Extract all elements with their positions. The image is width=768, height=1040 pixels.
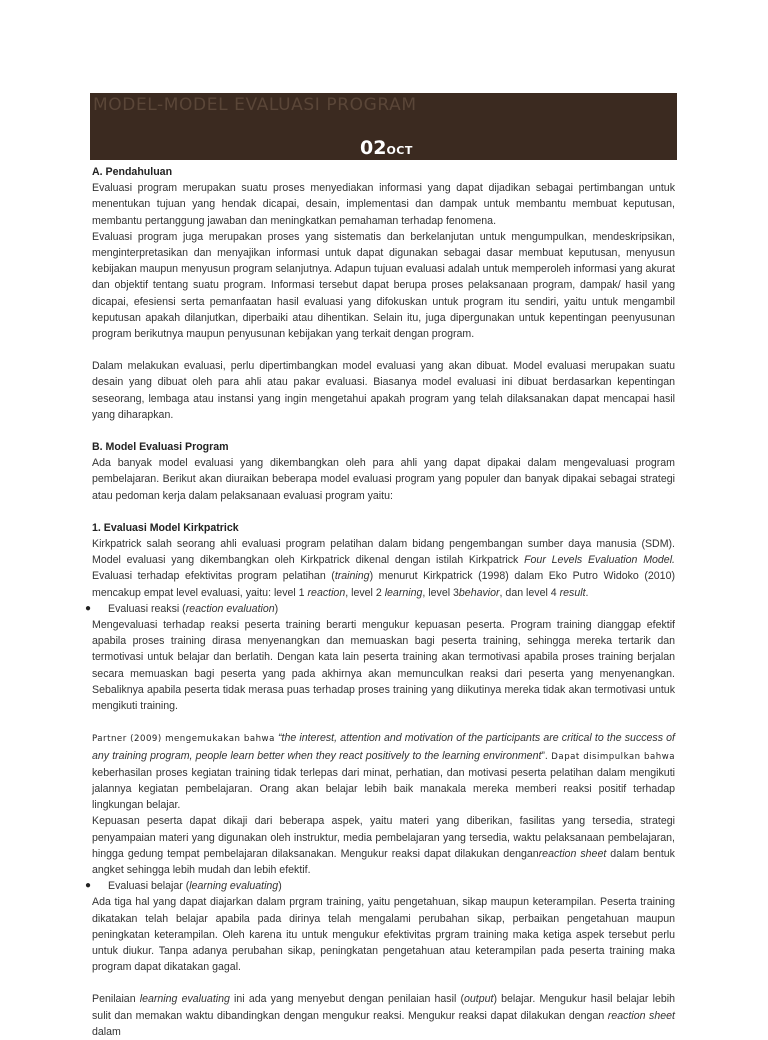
section-a-heading: A. Pendahuluan bbox=[92, 166, 173, 178]
section-b-paragraph-1: Ada banyak model evaluasi yang dikembangkan oleh para ahli yang dapat dipakai dalam mengevaluasi program pembelajaran. Berikut akan diuraikan beberapa model evaluasi program yang populer dan banyak dipakai sebagai strategi atau pedoman kerja dalam pelaksanaan evaluasi program yaitu: bbox=[92, 457, 675, 502]
post-header bbox=[90, 93, 677, 160]
section-a-paragraph-2: Evaluasi program juga merupakan proses yang sistematis dan berkelanjutan untuk mengumpulkan, mendeskripsikan, menginterpretasikan dan menyajikan informasi untuk dapat digunakan sebagai dasar membuat keputusan, menyusun kebijakan maupun menyusun program selanjutnya. Adapun tujuan evaluasi adalah untuk memperoleh informasi yang akurat dan objektif tentang suatu program. Informasi tersebut dapat berupa proses pelaksanaan program, dampak/ hasil yang dicapai, efesiensi serta pemanfaatan hasil evaluasi yang difokuskan untuk program itu sendiri, yaitu untuk mengambil keputusan apakah dilanjutkan, diperbaiki atau dihentikan. Selain itu, juga dipergunakan untuk kepentingan peenyusunan program berikutnya maupun penyusunan kebijakan yang terkait dengan program. bbox=[92, 230, 675, 341]
partner-paragraph: Partner (2009) mengemukakan bahwa “the interest, attention and motivation of the participants are critical to the success of any training program, people learn better when they react positively to the learning environment”. Dapat disimpulkan bahwa keberhasilan proses kegiatan training tidak terlepas dari minat, perhatian, dan motivasi peserta pelatihan dalam mengikuti jalannya kegiatan pembelajaran. Orang akan belajar lebih baik manakala mereka memberi reaksi positif terhadap lingkungan belajar. bbox=[92, 732, 675, 812]
kepuasan-paragraph: Kepuasan peserta dapat dikaji dari beberapa aspek, yaitu materi yang diberikan, fasilitas yang tersedia, strategi penyampaian materi yang digunakan oleh instruktur, media pembelajaran yang tersedia, waktu pelaksanaan pembelajaran, hingga gedung tempat pembelajaran dilaksanakan. Mengukur reaksi dapat dilakukan denganreaction sheet dalam bentuk angket sehingga lebih mudah dan lebih efektif. bbox=[92, 815, 675, 876]
post-title: MODEL-MODEL EVALUASI PROGRAM bbox=[93, 95, 417, 115]
article-body bbox=[85, 164, 675, 1040]
bullet-reaction-evaluation: ● Evaluasi reaksi (reaction evaluation) bbox=[92, 601, 675, 617]
bullet-learning-evaluating: ● Evaluasi belajar (learning evaluating) bbox=[92, 878, 675, 894]
reaction-paragraph: Mengevaluasi terhadap reaksi peserta training berarti mengukur kepuasan peserta. Program training dianggap efektif apabila proses training dirasa menyenangkan dan memuaskan bagi peserta training, sehingga mereka tertarik dan termotivasi untuk belajar dan berlatih. Dengan kata lain peserta training akan termotivasi apabila proses training berjalan secara memuaskan bagi peserta yang pada akhirnya akan memunculkan reaksi dari peserta yang menyenangkan. Sebaliknya apabila peserta tidak merasa puas terhadap proses training yang diikutinya mereka tidak akan termotivasi untuk mengikuti training. bbox=[92, 619, 675, 713]
section-b-heading: B. Model Evaluasi Program bbox=[92, 441, 229, 454]
kirkpatrick-intro: Kirkpatrick salah seorang ahli evaluasi program pelatihan dalam bidang pengembangan sumber daya manusia (SDM). Model evaluasi yang dikembangkan oleh Kirkpatrick dikenal dengan istilah Kirkpatrick Four Levels Evaluation Model. Evaluasi terhadap efektivitas program pelatihan (training) menurut Kirkpatrick (1998) dalam Eko Putro Widoko (2010) mencakup empat level evaluasi, yaitu: level 1 reaction, level 2 learning, level 3behavior, dan level 4 result. bbox=[92, 538, 675, 599]
section-a-paragraph-1: Evaluasi program merupakan suatu proses menyediakan informasi yang dapat dijadikan sebagai pertimbangan untuk menentukan tujuan yang hendak dicapai, desain, implementasi dan dampak untuk membantu membuat keputusan, membantu pertanggung jawaban dan meningkatkan pemahaman terhadap fenomena. bbox=[92, 182, 675, 227]
date-month: OCT bbox=[386, 144, 413, 157]
post-date bbox=[360, 137, 413, 159]
kirkpatrick-heading: 1. Evaluasi Model Kirkpatrick bbox=[92, 521, 239, 534]
bullet-dot-icon: ● bbox=[85, 602, 92, 614]
bullet-dot-icon: ● bbox=[85, 880, 92, 892]
learning-paragraph: Ada tiga hal yang dapat diajarkan dalam prgram training, yaitu pengetahuan, sikap maupun keterampilan. Peserta training dikatakan telah belajar apabila pada dirinya telah mengalami perubahan sikap, perbaikan pengetahuan maupun peningkatan keterampilan. Oleh karena itu untuk mengukur efektivitas prgram training maka ketiga aspek tersebut perlu untuk diukur. Tanpa adanya perubahan sikap, peningkatan pengetahuan atau keterampilan pada peserta training maka program dapat dikatakan gagal. bbox=[92, 896, 675, 974]
penilaian-paragraph: Penilaian learning evaluating ini ada yang menyebut dengan penilaian hasil (output) belajar. Mengukur hasil belajar lebih sulit dan memakan waktu dibandingkan dengan mengukur reaksi. Mengukur reaksi dapat dilakukan dengan reaction sheet dalam bbox=[92, 993, 675, 1038]
section-a-paragraph-3: Dalam melakukan evaluasi, perlu dipertimbangkan model evaluasi yang akan dibuat. Model evaluasi merupakan suatu desain yang dibuat oleh para ahli atau pakar evaluasi. Biasanya model evaluasi ini dibuat berdasarkan kepentingan seseorang, lembaga atau instansi yang ingin mengetahui apakah program yang telah dilaksanakan dapat mencapai hasil yang diharapkan. bbox=[92, 360, 675, 421]
date-day: 02 bbox=[360, 137, 387, 159]
